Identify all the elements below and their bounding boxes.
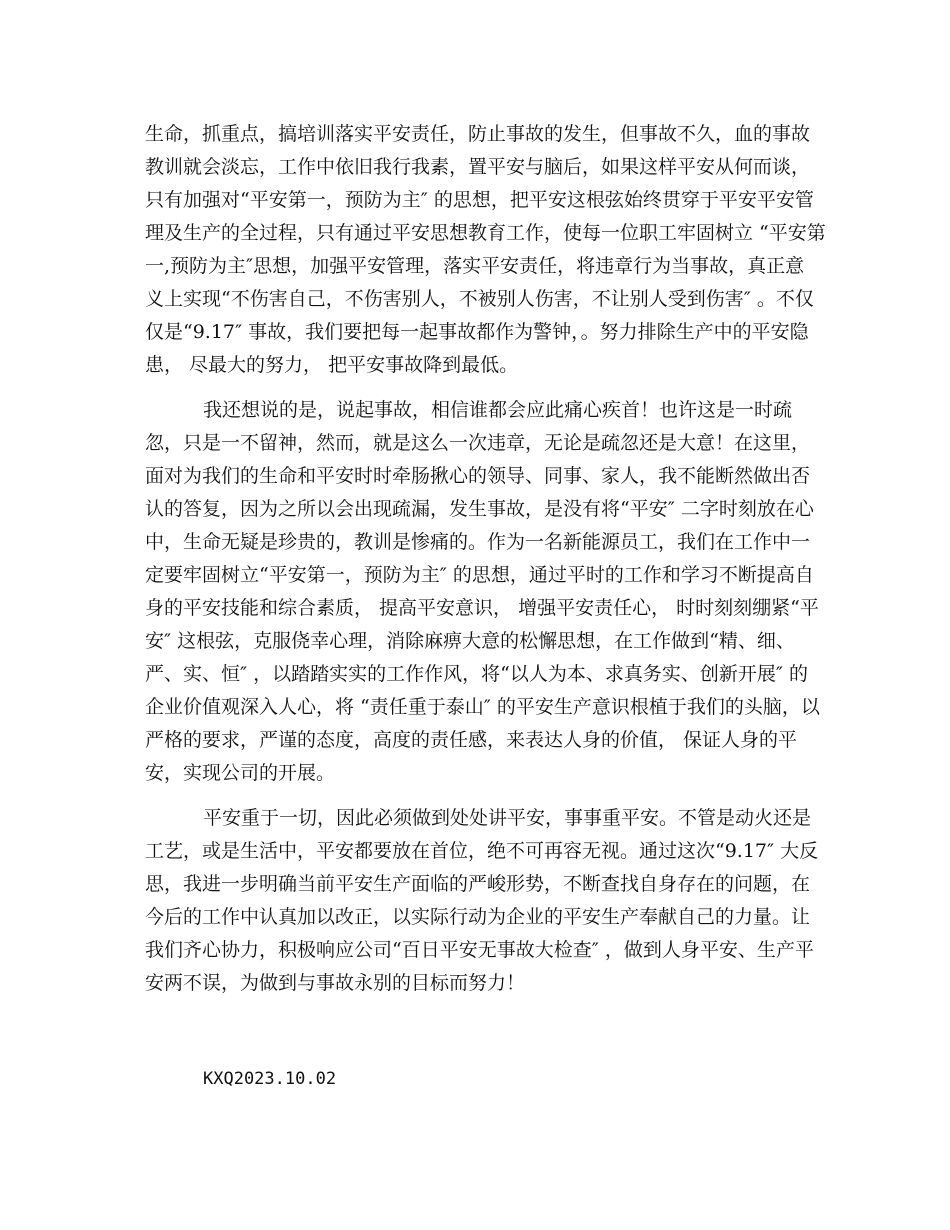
- text-line: 定要牢固树立“平安第一，预防为主″ 的思想，通过平时的工作和学习不断提高自: [145, 564, 814, 586]
- text-line: 安，实现公司的开展。: [145, 762, 336, 784]
- text-line: 严、实、恒″ ，以踏踏实实的工作作风，将“以人为本、求真务实、创新开展″ 的: [145, 663, 808, 685]
- text-line: 企业价值观深入人心，将 “责任重于泰山″ 的平安生产意识根植于我们的头脑，以: [145, 696, 820, 718]
- text-line: 工艺，或是生活中，平安都要放在首位，绝不可再容无视。通过这次“9.17″ 大反: [145, 840, 819, 862]
- text-line: 只有加强对“平安第一，预防为主″ 的思想，把平安这根弦始终贯穿于平安平安管: [145, 189, 814, 211]
- text-line: 身的平安技能和综合素质， 提高平安意识， 增强平安责任心， 时时刻刻绷紧“平: [145, 597, 819, 619]
- text-line: 我还想说的是，说起事故，相信谁都会应此痛心疾首！也许这是一时疏: [203, 399, 793, 421]
- text-line: 理及生产的全过程，只有通过平安思想教育工作，使每一位职工牢固树立 “平安第: [145, 222, 826, 244]
- text-line: 生命，抓重点，搞培训落实平安责任，防止事故的发生，但事故不久，血的事故: [145, 123, 811, 145]
- text-line: 我们齐心协力，积极响应公司“百日平安无事故大检查″ ，做到人身平安、生产平: [145, 939, 814, 961]
- text-line: 平安重于一切，因此必须做到处处讲平安，事事重平安。不管是动火还是: [203, 807, 812, 829]
- text-line: 严格的要求，严谨的态度，高度的责任感，来表达人身的价值， 保证人身的平: [145, 729, 798, 751]
- text-line: 仅是“9.17″ 事故，我们要把每一起事故都作为警钟，。努力排除生产中的平安隐: [145, 321, 809, 343]
- signature-date: KXQ2023.10.02: [203, 1069, 337, 1089]
- text-line: 义上实现“不伤害自己，不伤害别人，不被别人伤害，不让别人受到伤害″ 。不仅: [145, 288, 814, 310]
- text-line: 思，我进一步明确当前平安生产面临的严峻形势，不断查找自身存在的问题，在: [145, 873, 811, 895]
- text-line: 今后的工作中认真加以改正，以实际行动为企业的平安生产奉献自己的力量。让: [145, 906, 811, 928]
- text-line: 安两不误，为做到与事故永别的目标而努力！: [145, 972, 526, 994]
- text-line: 中，生命无疑是珍贵的，教训是惨痛的。作为一名新能源员工，我们在工作中一: [145, 531, 811, 553]
- text-line: 教训就会淡忘，工作中依旧我行我素，置平安与脑后，如果这样平安从何而谈，: [145, 156, 811, 178]
- text-line: 安″ 这根弦，克服侥幸心理，消除麻痹大意的松懈思想，在工作做到“精、细、: [145, 630, 795, 652]
- text-line: 患， 尽最大的努力， 把平安事故降到最低。: [145, 354, 519, 376]
- text-line: 忽，只是一不留神，然而，就是这么一次违章，无论是疏忽还是大意！在这里，: [145, 432, 811, 454]
- text-line: 认的答复，因为之所以会出现疏漏，发生事故，是没有将“平安″ 二字时刻放在心: [145, 498, 814, 520]
- text-line: 一,预防为主″思想，加强平安管理，落实平安责任，将违章行为当事故，真正意: [145, 255, 805, 277]
- text-line: 面对为我们的生命和平安时时牵肠揪心的领导、同事、家人，我不能断然做出否: [145, 465, 811, 487]
